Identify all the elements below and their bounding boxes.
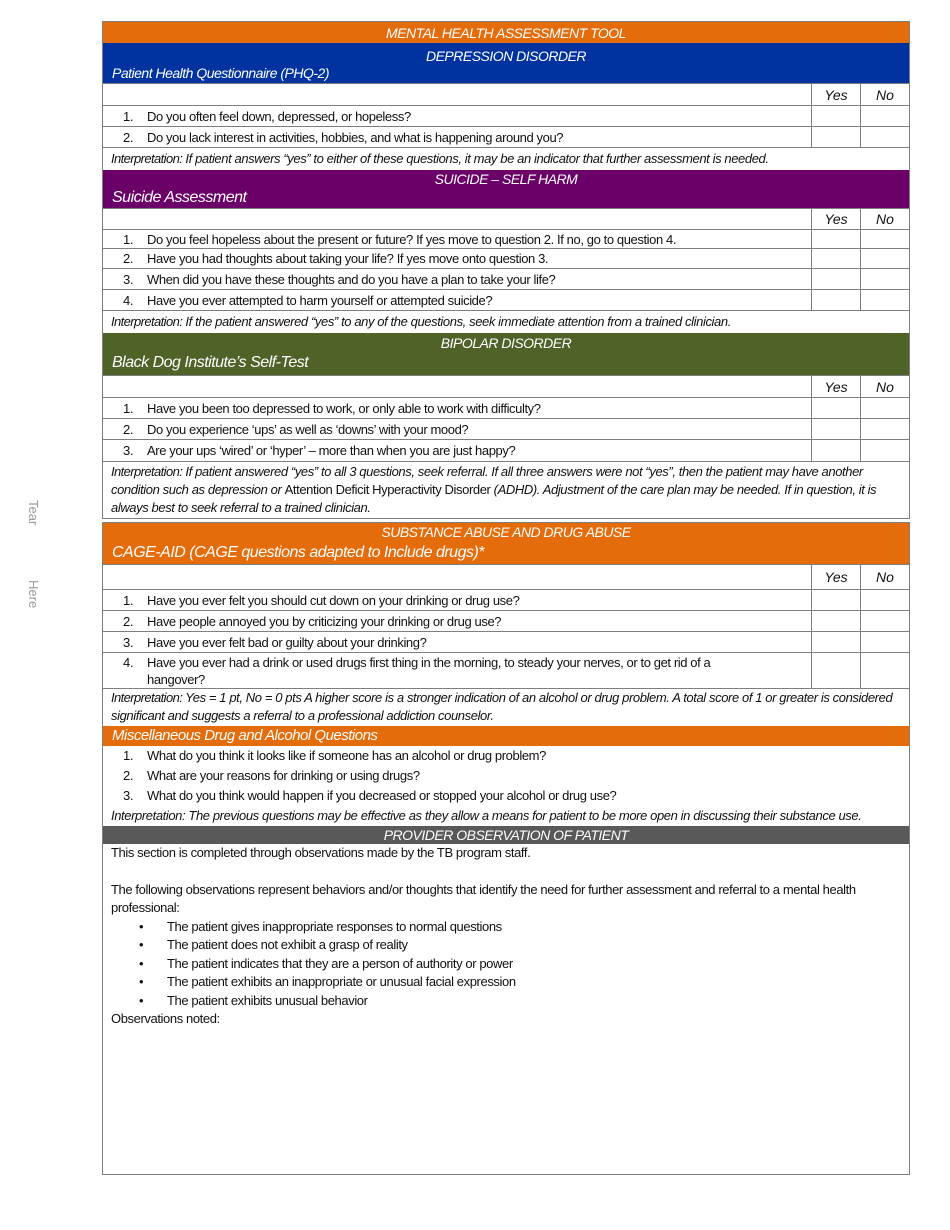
bipolar-table [103, 375, 909, 462]
no-answer-cell[interactable] [861, 106, 910, 127]
misc-questions [103, 746, 909, 806]
no-answer-cell[interactable] [861, 127, 910, 148]
no-column-header: No [861, 376, 910, 398]
question-number: 2. [123, 613, 134, 629]
yes-answer-cell[interactable] [812, 440, 861, 462]
yes-column-header: Yes [812, 84, 861, 106]
no-column-header: No [861, 565, 910, 590]
question-text: Do you experience ‘ups’ as well as ‘downs’ with your mood? [147, 421, 469, 437]
table-row [103, 419, 909, 440]
no-answer-cell[interactable] [861, 419, 910, 440]
interpretation-text: Yes = 1 pt, No = 0 pts A higher score is a stronger indication of an alcohol or drug problem. A total score of 1 or greater is considered significant and suggests a referral to a professional addiction counselor. [111, 690, 893, 723]
table-row [103, 249, 909, 269]
yes-answer-cell[interactable] [812, 590, 861, 611]
question-number: 2. [123, 251, 134, 266]
list-item [103, 766, 909, 786]
bullet-icon: • [139, 974, 144, 989]
question-number: 1. [123, 108, 134, 124]
yes-answer-cell[interactable] [812, 419, 861, 440]
bullet-text: The patient indicates that they are a person of authority or power [167, 955, 513, 971]
suicide-table [103, 208, 909, 311]
page-title: MENTAL HEALTH ASSESSMENT TOOL [103, 22, 909, 43]
question-number: 4. [123, 654, 134, 670]
list-item [111, 992, 901, 1011]
no-answer-cell[interactable] [861, 653, 910, 689]
misc-header: Miscellaneous Drug and Alcohol Questions [103, 726, 909, 746]
bipolar-subtitle: Black Dog Institute’s Self-Test [112, 354, 309, 371]
provider-observation-section [103, 844, 909, 1154]
question-text: Have you ever had a drink or used drugs first thing in the morning, to steady your nerves, or to get rid of a hangover? [147, 654, 711, 687]
question-text: Do you lack interest in activities, hobbies, and what is happening around you? [147, 129, 564, 145]
yes-answer-cell[interactable] [812, 269, 861, 290]
provider-intro: This section is completed through observations made by the TB program staff. [111, 845, 531, 860]
question-text: Are your ups ‘wired’ or ‘hyper’ – more than when you are just happy? [147, 443, 516, 458]
yes-answer-cell[interactable] [812, 106, 861, 127]
question-number: 1. [123, 231, 134, 247]
question-text: What are your reasons for drinking or using drugs? [147, 768, 420, 783]
bipolar-header-band [103, 333, 909, 375]
depression-header-band [103, 43, 909, 83]
provider-header: PROVIDER OBSERVATION OF PATIENT [103, 826, 909, 844]
interpretation-label: Interpretation: [111, 314, 183, 329]
question-number: 3. [123, 271, 134, 287]
assessment-block-bottom [102, 522, 910, 1175]
question-text: Have you been too depressed to work, or only able to work with difficulty? [147, 400, 541, 416]
observations-noted-label: Observations noted: [111, 1011, 220, 1026]
table-row [103, 653, 909, 689]
no-answer-cell[interactable] [861, 590, 910, 611]
yes-column-header: Yes [812, 209, 861, 230]
no-answer-cell[interactable] [861, 290, 910, 311]
suicide-subtitle: Suicide Assessment [112, 189, 247, 206]
interpretation-label: Interpretation: [111, 690, 183, 705]
bullet-text: The patient exhibits unusual behavior [167, 992, 368, 1008]
bullet-icon: • [139, 955, 144, 971]
question-text: Have you ever attempted to harm yourself or attempted suicide? [147, 292, 493, 308]
question-text: When did you have these thoughts and do you have a plan to take your life? [147, 271, 556, 287]
question-number: 4. [123, 292, 134, 308]
question-text: Do you feel hopeless about the present or future? If yes move to question 2. If no, go to question 4. [147, 231, 677, 247]
table-row [103, 269, 909, 290]
no-answer-cell[interactable] [861, 611, 910, 632]
no-column-header: No [861, 84, 910, 106]
bullet-text: The patient exhibits an inappropriate or unusual facial expression [167, 974, 516, 989]
question-number: 3. [123, 634, 134, 650]
list-item [103, 786, 909, 806]
substance-header-band [103, 523, 909, 564]
provider-lead: The following observations represent behaviors and/or thoughts that identify the need for further assessment and referral to a mental health professional: [111, 881, 856, 915]
table-row [103, 440, 909, 462]
bipolar-header: BIPOLAR DISORDER [440, 335, 572, 351]
table-row [103, 590, 909, 611]
suicide-interpretation [103, 311, 909, 333]
substance-table [103, 564, 909, 689]
suicide-header: SUICIDE – SELF HARM [434, 171, 578, 187]
substance-interpretation [103, 689, 909, 726]
question-number: 1. [123, 748, 134, 763]
list-item [111, 973, 901, 992]
yes-column-header: Yes [812, 376, 861, 398]
bullet-text: The patient gives inappropriate responses to normal questions [167, 918, 502, 934]
depression-table [103, 83, 909, 148]
list-item [111, 918, 901, 937]
bullet-icon: • [139, 918, 144, 934]
yes-answer-cell[interactable] [812, 230, 861, 249]
question-number: 3. [123, 788, 134, 803]
interpretation-text: If the patient answered “yes” to any of the questions, seek immediate attention from a trained clinician. [182, 314, 731, 329]
substance-subtitle: CAGE-AID (CAGE questions adapted to Include drugs)* [112, 544, 485, 561]
no-answer-cell[interactable] [861, 440, 910, 462]
question-text: Have people annoyed you by criticizing your drinking or drug use? [147, 613, 502, 629]
yes-answer-cell[interactable] [812, 632, 861, 653]
question-text: What do you think would happen if you decreased or stopped your alcohol or drug use? [147, 788, 617, 803]
question-number: 2. [123, 129, 134, 145]
list-item [111, 955, 901, 974]
table-row [103, 611, 909, 632]
question-text: Have you had thoughts about taking your life? If yes move onto question 3. [147, 251, 549, 266]
bipolar-interpretation [103, 462, 909, 518]
yes-answer-cell[interactable] [812, 290, 861, 311]
depression-interpretation [103, 148, 909, 170]
assessment-block-top [102, 21, 910, 519]
yes-answer-cell[interactable] [812, 611, 861, 632]
no-answer-cell[interactable] [861, 632, 910, 653]
interpretation-text-part2: (ADHD). Adjustment of the care plan may be needed. If in question, it is always best to seek referral to a trained clinician. [111, 482, 877, 515]
yes-answer-cell[interactable] [812, 653, 861, 689]
question-text: What do you think it looks like if someone has an alcohol or drug problem? [147, 748, 546, 763]
table-row [103, 398, 909, 419]
no-answer-cell[interactable] [861, 249, 910, 269]
yes-answer-cell[interactable] [812, 249, 861, 269]
list-item [103, 746, 909, 766]
yes-column-header: Yes [812, 565, 861, 590]
question-number: 1. [123, 400, 134, 416]
depression-subtitle: Patient Health Questionnaire (PHQ-2) [112, 65, 329, 81]
bullet-icon: • [139, 937, 144, 952]
no-answer-cell[interactable] [861, 269, 910, 290]
list-item [111, 936, 901, 955]
question-number: 2. [123, 768, 134, 783]
no-column-header: No [861, 209, 910, 230]
yes-answer-cell[interactable] [812, 398, 861, 419]
bullet-icon: • [139, 992, 144, 1008]
table-row [103, 106, 909, 127]
tear-label-bottom: Here [26, 580, 41, 609]
no-answer-cell[interactable] [861, 398, 910, 419]
question-text: Have you ever felt bad or guilty about your drinking? [147, 634, 427, 650]
question-number: 2. [123, 421, 134, 437]
question-number: 1. [123, 592, 134, 608]
suicide-header-band [103, 170, 909, 208]
no-answer-cell[interactable] [861, 230, 910, 249]
substance-header: SUBSTANCE ABUSE AND DRUG ABUSE [381, 524, 631, 540]
question-number: 3. [123, 443, 134, 458]
table-row [103, 632, 909, 653]
bullet-text: The patient does not exhibit a grasp of reality [167, 937, 408, 952]
table-row [103, 127, 909, 148]
table-row [103, 230, 909, 249]
table-row [103, 290, 909, 311]
interpretation-label: Interpretation: [111, 151, 183, 166]
interpretation-text-adhd: Attention Deficit Hyperactivity Disorder [284, 482, 491, 497]
interpretation-text: If patient answers “yes” to either of these questions, it may be an indicator that further assessment is needed. [182, 151, 769, 166]
question-text: Do you often feel down, depressed, or hopeless? [147, 108, 411, 124]
interpretation-label: Interpretation: [111, 464, 183, 479]
observations-notes-area[interactable] [111, 1029, 901, 1154]
yes-answer-cell[interactable] [812, 127, 861, 148]
interpretation-text-part1: If patient answered “yes” to all 3 questions, seek referral. If all three answers were not “yes”, then the patient may have another condition such as depression or [111, 464, 863, 497]
question-text: Have you ever felt you should cut down on your drinking or drug use? [147, 592, 520, 608]
tear-label-top: Tear [26, 500, 41, 526]
misc-interpretation: Interpretation: The previous questions may be effective as they allow a means for patient to be more open in discussing their substance use. [111, 808, 862, 823]
depression-header: DEPRESSION DISORDER [425, 48, 587, 64]
